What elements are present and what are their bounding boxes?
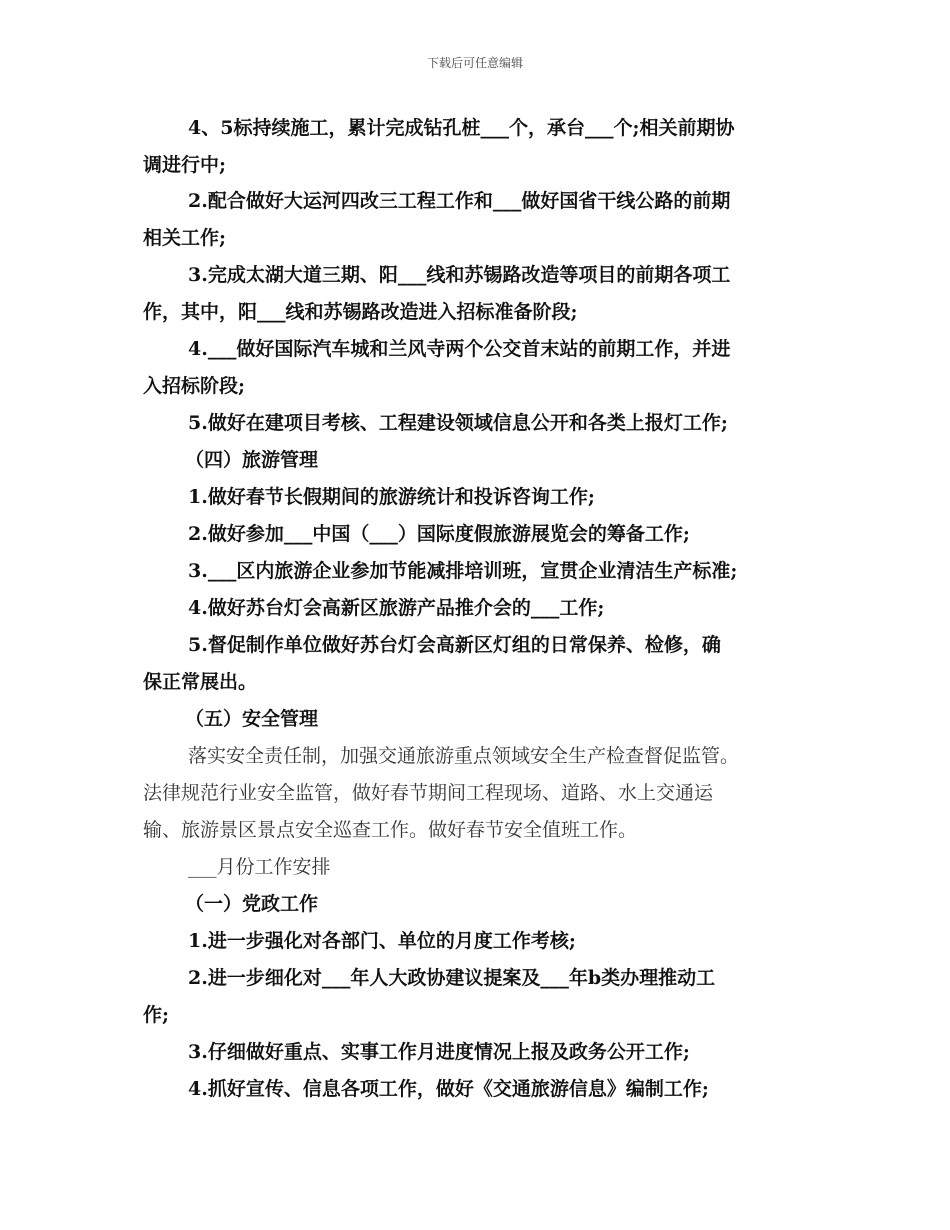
section-heading: （四）旅游管理 bbox=[185, 449, 319, 471]
text-line: 3.___区内旅游企业参加节能减排培训班，宣贯企业清洁生产标准; bbox=[188, 560, 738, 582]
text-line: 输、旅游景区景点安全巡查工作。做好春节安全值班工作。 bbox=[143, 819, 638, 841]
text-line: 4.抓好宣传、信息各项工作，做好《交通旅游信息》编制工作; bbox=[188, 1078, 709, 1100]
text-line: 相关工作; bbox=[143, 227, 227, 249]
text-line: 4.做好苏台灯会高新区旅游产品推介会的___工作; bbox=[188, 597, 605, 619]
text-line: 调进行中; bbox=[143, 154, 227, 176]
text-line: 入招标阶段; bbox=[143, 375, 246, 397]
text-line: 4、5标持续施工，累计完成钻孔桩___个，承台___个;相关前期协 bbox=[188, 117, 735, 139]
text-line: 1.做好春节长假期间的旅游统计和投诉咨询工作; bbox=[188, 486, 595, 508]
text-line: 3.仔细做好重点、实事工作月进度情况上报及政务公开工作; bbox=[188, 1041, 690, 1063]
text-line: 5.督促制作单位做好苏台灯会高新区灯组的日常保养、检修，确 bbox=[188, 634, 721, 656]
text-line: 2.进一步细化对___年人大政协建议提案及___年b类办理推动工 bbox=[188, 967, 716, 989]
month-heading: ___月份工作安排 bbox=[188, 856, 331, 878]
text-line: 作，其中，阳___线和苏锡路改造进入招标准备阶段; bbox=[143, 301, 578, 323]
text-line: 3.完成太湖大道三期、阳___线和苏锡路改造等项目的前期各项工 bbox=[188, 264, 731, 286]
text-line: 保正常展出。 bbox=[143, 671, 258, 693]
text-line: 法律规范行业安全监管，做好春节期间工程现场、道路、水上交通运 bbox=[143, 782, 714, 804]
page-header: 下载后可任意编辑 bbox=[426, 56, 523, 70]
text-line: 1.进一步强化对各部门、单位的月度工作考核; bbox=[188, 930, 576, 952]
section-heading: （一）党政工作 bbox=[185, 893, 319, 915]
text-line: 2.做好参加___中国（___）国际度假旅游展览会的筹备工作; bbox=[188, 523, 690, 545]
text-line: 2.配合做好大运河四改三工程工作和___做好国省干线公路的前期 bbox=[188, 190, 731, 212]
text-line: 5.做好在建项目考核、工程建设领域信息公开和各类上报灯工作; bbox=[188, 412, 728, 434]
text-line: 作; bbox=[143, 1004, 170, 1026]
text-line: 4.___做好国际汽车城和兰风寺两个公交首末站的前期工作，并进 bbox=[188, 338, 731, 360]
text-line: 落实安全责任制，加强交通旅游重点领域安全生产检查督促监管。 bbox=[188, 745, 740, 767]
section-heading: （五）安全管理 bbox=[185, 708, 319, 730]
